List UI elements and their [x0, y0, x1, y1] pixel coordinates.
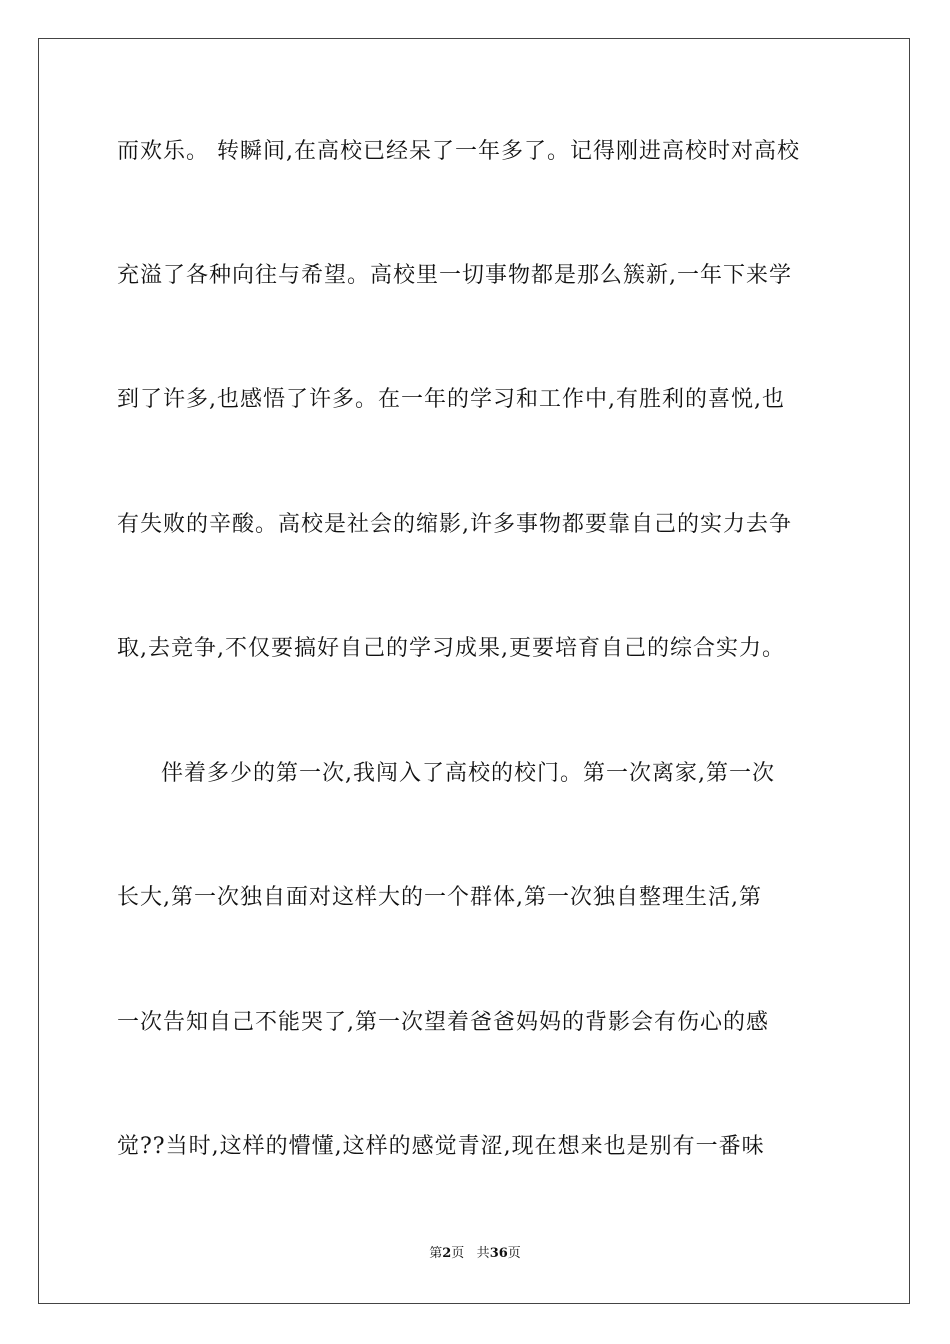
text-line: 有失败的辛酸。高校是社会的缩影,许多事物都要靠自己的实力去争	[117, 512, 792, 537]
page-prefix: 第	[429, 1246, 443, 1261]
text-line: 取,去竞争,不仅要搞好自己的学习成果,更要培育自己的综合实力。	[117, 636, 785, 661]
text-line: 到了许多,也感悟了许多。在一年的学习和工作中,有胜利的喜悦,也	[117, 387, 785, 412]
total-suffix: 页	[507, 1246, 521, 1261]
text-line: 一次告知自己不能哭了,第一次望着爸爸妈妈的背影会有伤心的感	[117, 1010, 769, 1035]
total-pages: 36	[489, 1246, 508, 1261]
text-line: 而欢乐。 转瞬间,在高校已经呆了一年多了。记得刚进高校时对高校	[117, 139, 800, 164]
text-line: 长大,第一次独自面对这样大的一个群体,第一次独自整理生活,第	[117, 885, 762, 910]
page-number: 2	[442, 1246, 452, 1261]
text-line: 伴着多少的第一次,我闯入了高校的校门。第一次离家,第一次	[161, 761, 775, 786]
text-line: 充溢了各种向往与希望。高校里一切事物都是那么簇新,一年下来学	[117, 263, 792, 288]
page-footer	[0, 1245, 950, 1263]
page-suffix: 页	[451, 1246, 465, 1261]
text-line: 觉??当时,这样的懵懂,这样的感觉青涩,现在想来也是别有一番味	[117, 1134, 765, 1159]
page-border	[38, 38, 910, 1304]
total-prefix: 共	[476, 1246, 490, 1261]
